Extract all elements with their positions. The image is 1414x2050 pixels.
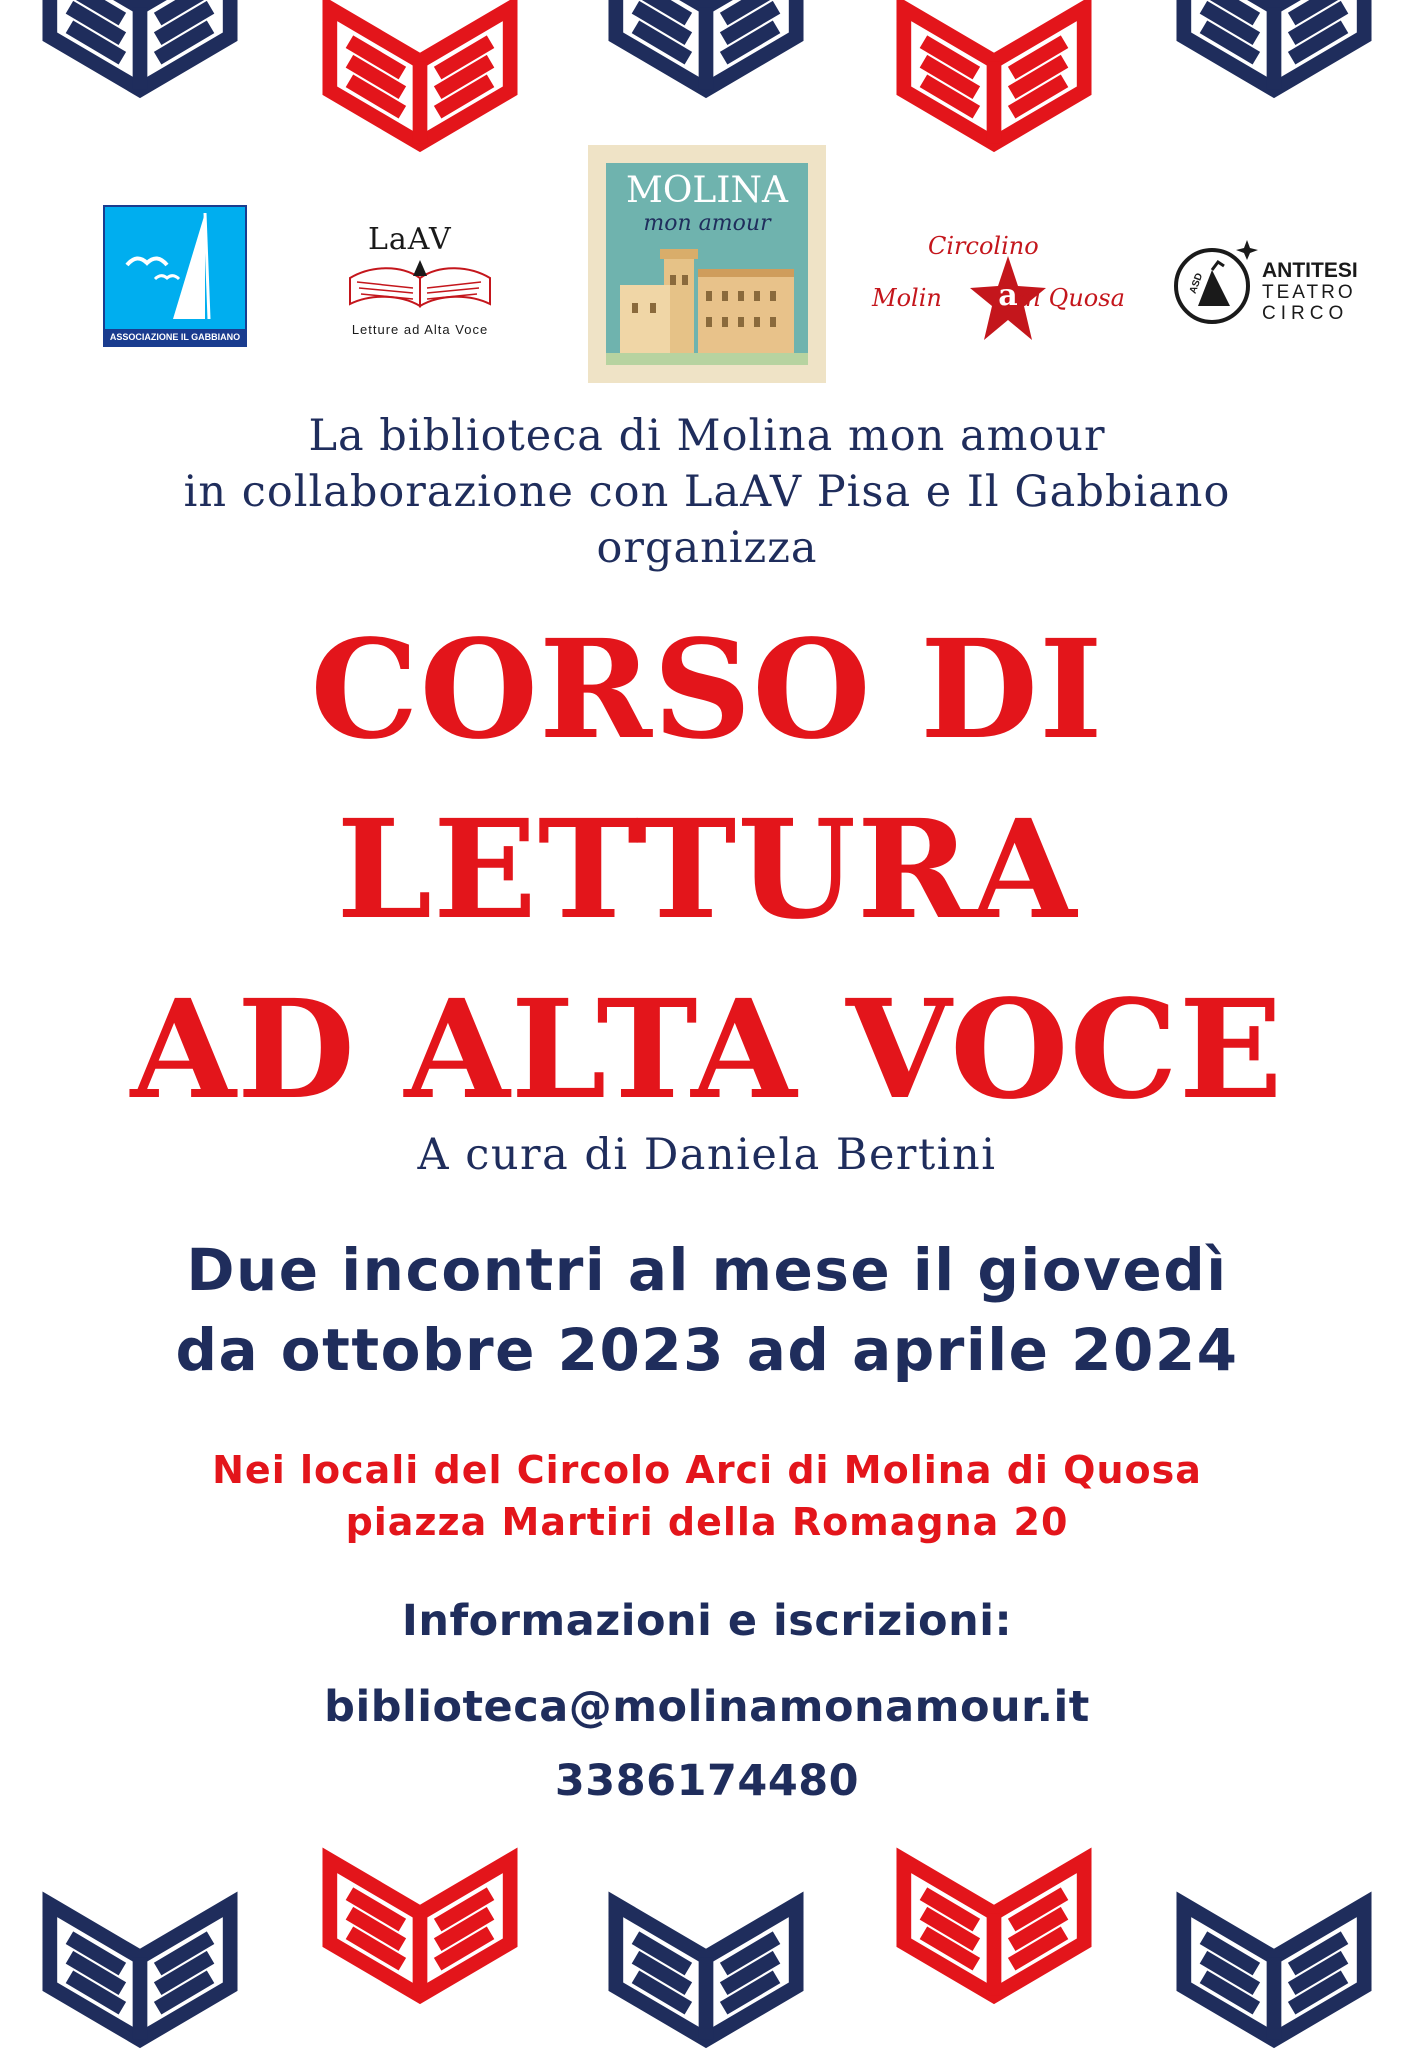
circolino-logo: [868, 232, 1128, 352]
venue-text: [0, 1444, 1414, 1548]
intro-line-3: organizza: [596, 523, 818, 573]
contact-email[interactable]: biblioteca@molinamonamour.it: [324, 1682, 1090, 1732]
castle-stamp-icon: [606, 245, 808, 365]
open-book-icon: [322, 0, 518, 158]
circolino-badge: a: [998, 278, 1018, 313]
open-book-icon: [345, 260, 495, 320]
course-title: [0, 600, 1414, 1140]
open-book-icon: [322, 1842, 518, 2010]
open-book-icon: [896, 0, 1092, 158]
antitesi-line3: CIRCO: [1262, 303, 1349, 324]
schedule-line-1: Due incontri al mese il giovedì: [186, 1236, 1228, 1304]
open-book-icon: [896, 1842, 1092, 2010]
title-line-1: CORSO DI: [310, 610, 1104, 770]
schedule-text: [0, 1230, 1414, 1390]
open-book-icon: [1176, 1890, 1372, 2050]
antitesi-line1: ANTITESI: [1262, 259, 1358, 282]
circolino-right: di Quosa: [1018, 284, 1125, 312]
intro-line-1: La biblioteca di Molina mon amour: [308, 411, 1106, 461]
antitesi-badge: ASD: [1187, 271, 1206, 296]
open-book-icon: [42, 0, 238, 100]
open-book-icon: [608, 1890, 804, 2050]
venue-line-1: Nei locali del Circolo Arci di Molina di Quosa: [212, 1448, 1202, 1492]
contacts-heading: Informazioni e iscrizioni:: [401, 1596, 1013, 1646]
circolino-title: Circolino: [928, 232, 1039, 260]
seagull-sail-icon: [105, 207, 245, 327]
title-line-2: LETTURA: [336, 790, 1078, 950]
molina-title: MOLINA: [626, 170, 788, 211]
circolino-left: Molin: [872, 284, 942, 312]
open-book-icon: [1176, 0, 1372, 100]
contact-phone[interactable]: 3386174480: [554, 1756, 860, 1806]
open-book-icon: [608, 0, 804, 100]
circus-tent-icon: [1172, 236, 1262, 326]
gabbiano-caption: ASSOCIAZIONE IL GABBIANO: [105, 329, 245, 345]
laav-title: LaAV: [368, 222, 452, 257]
curator-credit: A cura di Daniela Bertini: [417, 1130, 997, 1180]
intro-text: [0, 408, 1414, 576]
antitesi-line2: TEATRO: [1262, 282, 1356, 303]
antitesi-logo: [1172, 236, 1382, 336]
schedule-line-2: da ottobre 2023 ad aprile 2024: [175, 1316, 1239, 1384]
venue-line-2: piazza Martiri della Romagna 20: [345, 1500, 1069, 1544]
molina-subtitle: mon amour: [643, 211, 771, 236]
molina-logo: [588, 145, 826, 383]
open-book-icon: [42, 1890, 238, 2050]
intro-line-2: in collaborazione con LaAV Pisa e Il Gabbiano: [183, 467, 1231, 517]
gabbiano-logo: [103, 205, 247, 347]
laav-logo: [340, 222, 500, 342]
laav-caption: Letture ad Alta Voce: [351, 322, 489, 337]
title-line-3: AD ALTA VOCE: [130, 970, 1284, 1130]
